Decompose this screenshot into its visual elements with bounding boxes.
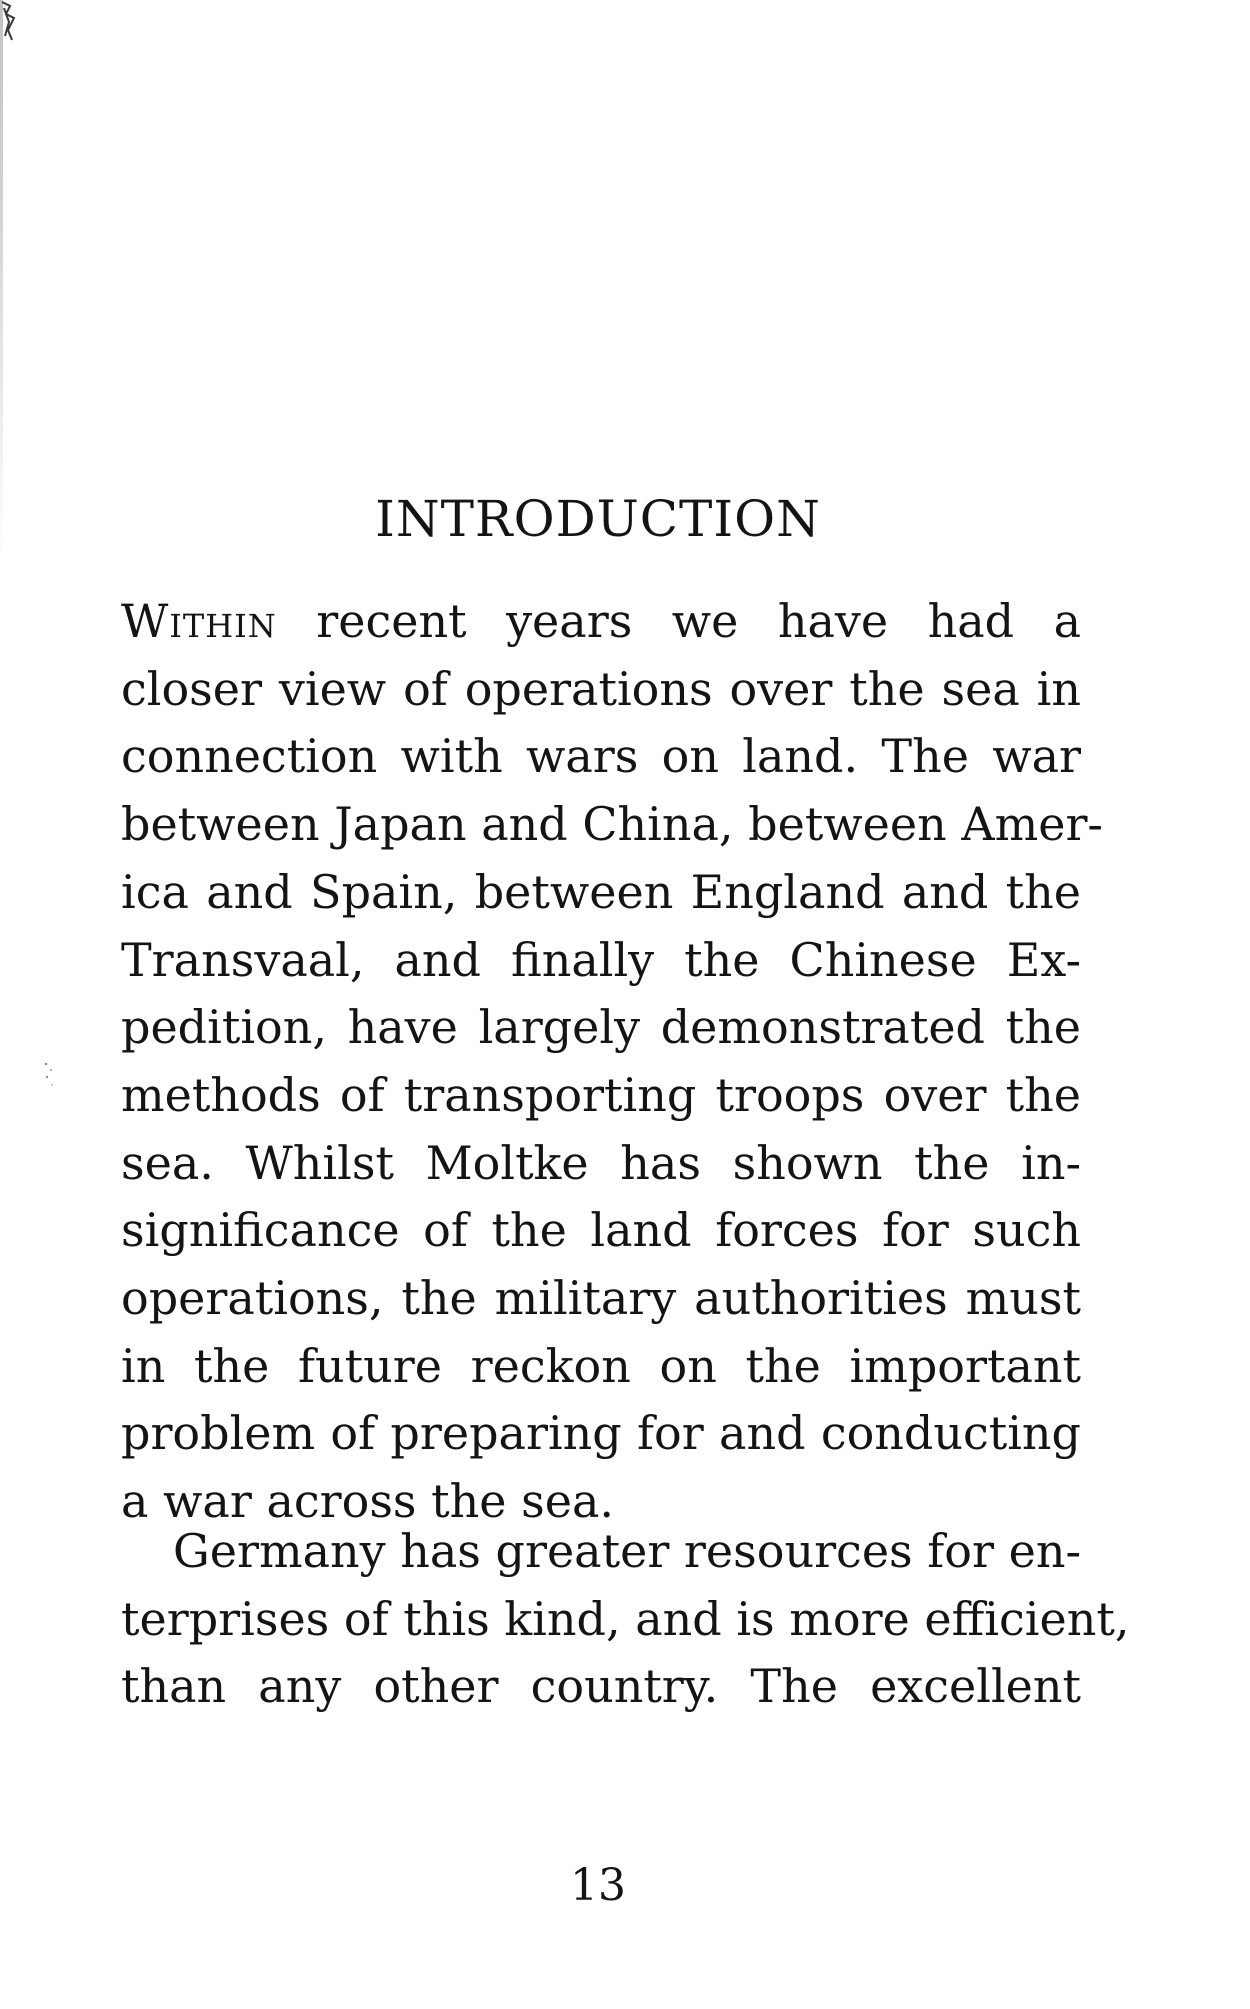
text-line: between Japan and China, between Amer- <box>121 797 1103 852</box>
text-line: closer view of operations over the sea in <box>121 661 1081 716</box>
text-line: operations, the military authorities must <box>121 1271 1081 1326</box>
text-line: sea. Whilst Moltke has shown the in- <box>121 1135 1081 1190</box>
text-line: than any other country. The excellent <box>121 1659 1081 1714</box>
paragraph-2 <box>121 1518 1130 1721</box>
chapter-heading: INTRODUCTION <box>375 490 821 548</box>
corner-ink-mark-icon <box>0 0 28 70</box>
page-number: 13 <box>570 1860 626 1911</box>
drop-word: Within <box>121 594 277 648</box>
scan-edge-shadow <box>0 0 3 560</box>
text-line: significance of the land forces for such <box>121 1203 1081 1258</box>
text-line: Transvaal, and finally the Chinese Ex- <box>121 932 1081 987</box>
text-line: methods of transporting troops over the <box>121 1067 1081 1122</box>
margin-speck-icon <box>42 1060 56 1090</box>
text-line: in the future reckon on the important <box>121 1338 1081 1393</box>
text-line: connection with wars on land. The war <box>121 729 1081 784</box>
text-line: Within recent years we have had a <box>121 594 1081 648</box>
paragraph-1 <box>121 588 1103 1536</box>
text-line: Germany has greater resources for en- <box>173 1524 1081 1578</box>
text-line: ica and Spain, between England and the <box>121 864 1081 919</box>
text-line: a war across the sea. <box>121 1474 614 1529</box>
text-line: terprises of this kind, and is more efficient, <box>121 1591 1130 1646</box>
text-line: problem of preparing for and conducting <box>121 1406 1081 1461</box>
text-line: pedition, have largely demonstrated the <box>121 1000 1081 1055</box>
